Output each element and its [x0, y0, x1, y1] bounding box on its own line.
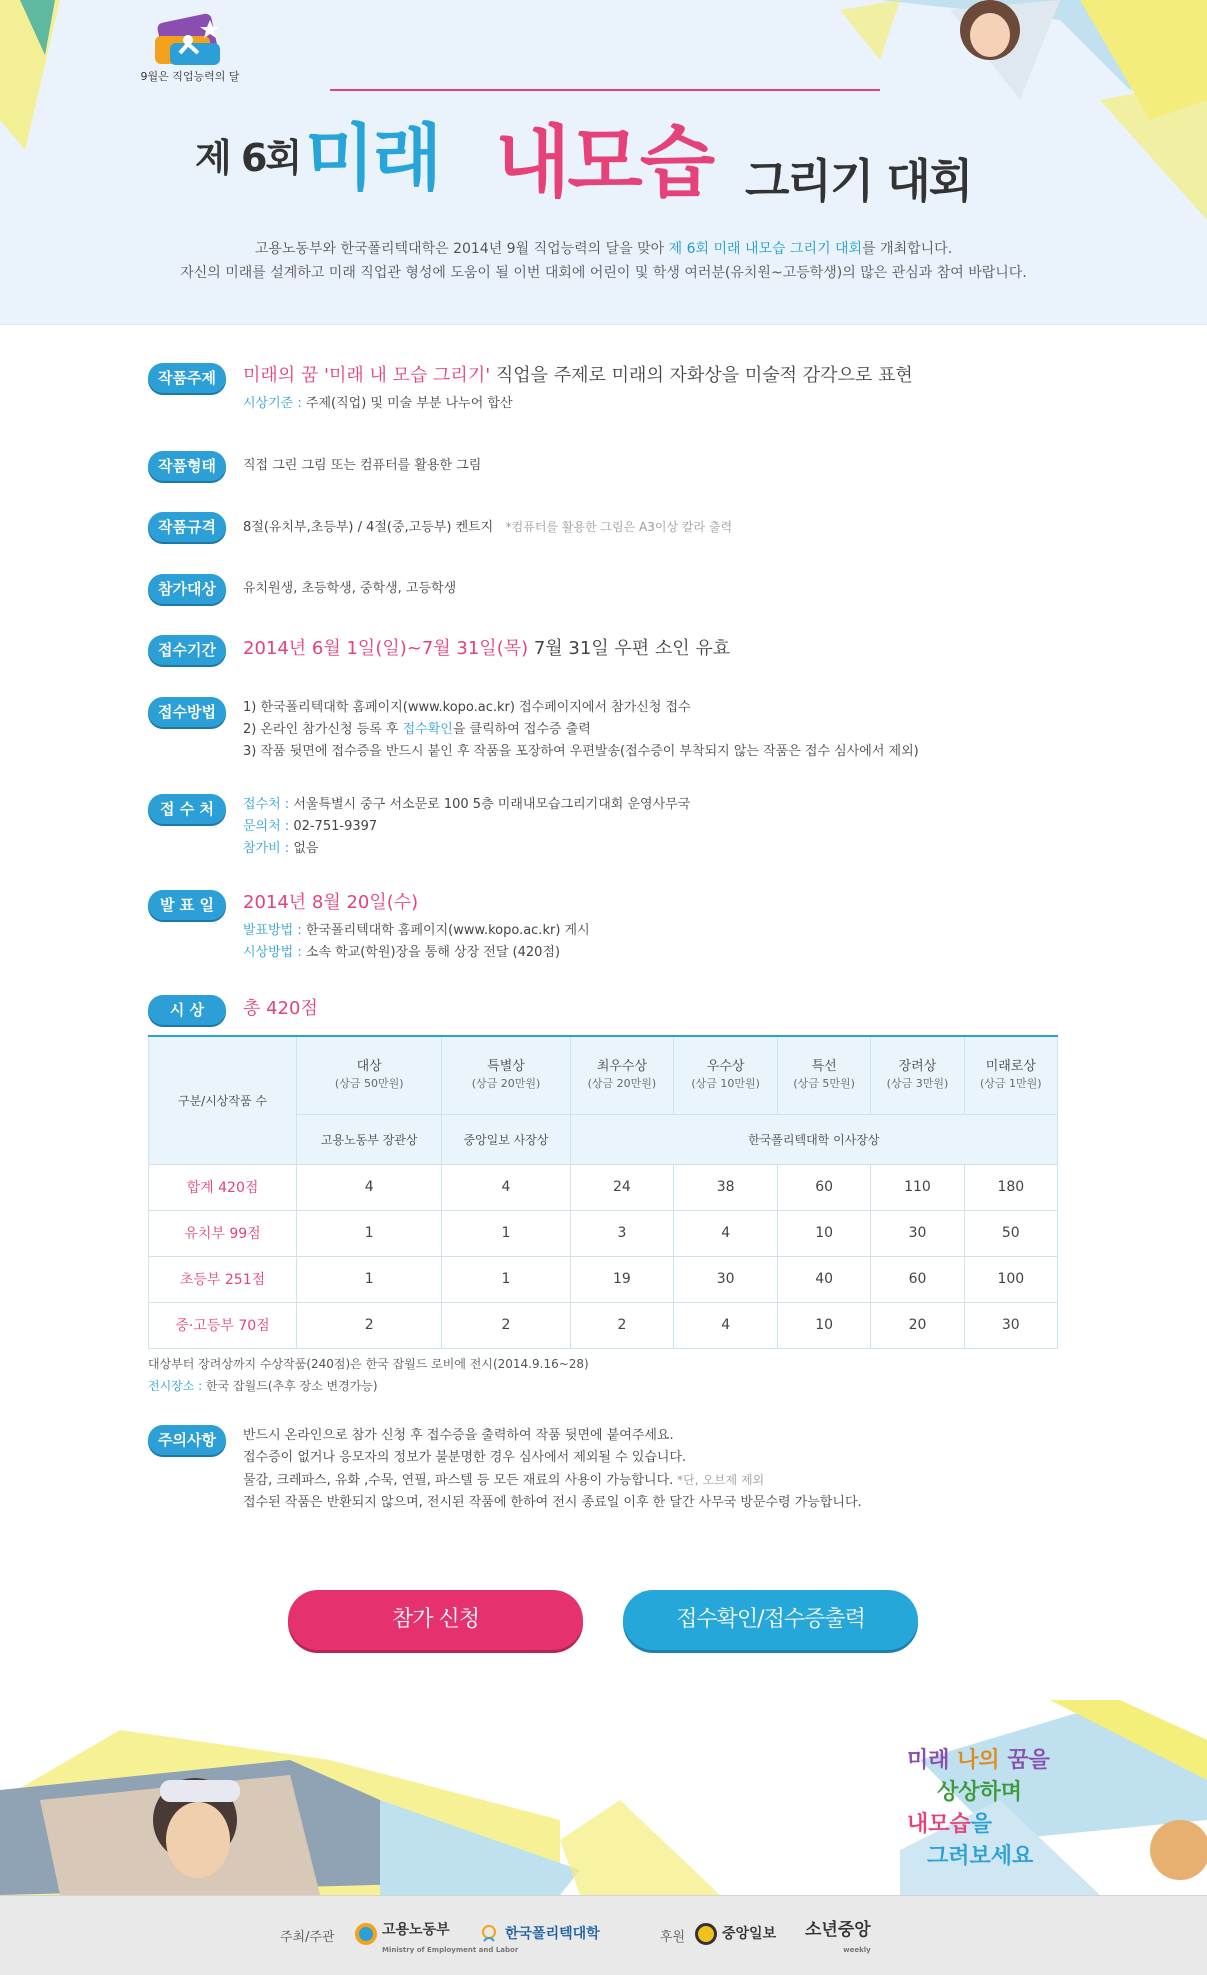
table-cell: 2	[297, 1302, 442, 1348]
tag-announce: 발 표 일	[148, 890, 226, 920]
table-cell: 10	[778, 1302, 871, 1348]
section-prize	[148, 995, 1068, 1025]
section-announce	[148, 890, 1068, 970]
col-name: 최우수상	[596, 1059, 648, 1075]
office-addr: 서울특별시 중구 서소문로 100 5층 미래내모습그리기대회 운영사무국	[293, 797, 691, 812]
size-note: *컴퓨터를 활용한 그림은 A3이상 칼라 출력	[505, 520, 733, 534]
table-cell: 40	[778, 1256, 871, 1302]
title-part3: 그리기 대회	[745, 154, 972, 208]
section-method	[148, 697, 1068, 767]
tag-period: 접수기간	[148, 635, 226, 665]
joongang-logo[interactable]	[695, 1918, 776, 1950]
announce-date: 2014년 8월 20일(수)	[243, 892, 419, 913]
announce-how-label: 발표방법 :	[243, 923, 306, 938]
col-name: 미래로상	[985, 1059, 1036, 1075]
col-sub: (상금 20만원)	[471, 1077, 541, 1091]
intro-text	[0, 237, 1207, 285]
table-cell: 4	[442, 1164, 570, 1210]
table-cell: 50	[964, 1210, 1057, 1256]
col-header	[674, 1036, 778, 1114]
joongang-logo-icon	[695, 1923, 717, 1945]
table-cell: 180	[964, 1164, 1057, 1210]
section-theme	[148, 363, 1068, 423]
period-date: 2014년 6월 1일(일)~7월 31일(목)	[243, 638, 529, 659]
col-sub: (상금 10만원)	[691, 1077, 760, 1091]
sponsor-cell: 한국폴리텍대학 이사장상	[570, 1114, 1057, 1164]
caution-line4: 접수된 작품은 반환되지 않으며, 전시된 작품에 한하여 전시 종료일 이후 한 달간 사무국 방문수령 가능합니다.	[243, 1495, 862, 1510]
slogan-word: 꿈을	[1007, 1748, 1050, 1773]
office-tel-label: 문의처 :	[243, 819, 294, 834]
row-label: 초등부 251점	[149, 1256, 297, 1302]
col-name: 대상	[356, 1059, 382, 1075]
table-row	[149, 1210, 1058, 1256]
col-name: 특별상	[487, 1059, 525, 1075]
sponsor-cell: 중앙일보 사장상	[442, 1114, 570, 1164]
table-cell: 1	[297, 1256, 442, 1302]
table-cell: 19	[570, 1256, 674, 1302]
moel-logo-icon	[355, 1923, 377, 1945]
method-line2-hl: 접수확인	[402, 722, 453, 737]
table-cell: 10	[778, 1210, 871, 1256]
tag-prize: 시 상	[148, 995, 226, 1025]
table-cell: 1	[442, 1210, 570, 1256]
support-label: 후원	[660, 1930, 686, 1945]
table-cell: 2	[442, 1302, 570, 1348]
theme-sub-label: 시상기준 :	[243, 396, 306, 411]
col-header	[297, 1036, 442, 1114]
col-header	[442, 1036, 570, 1114]
table-cell: 4	[297, 1164, 442, 1210]
footer	[0, 1895, 1207, 1975]
row-label: 합계 420점	[149, 1164, 297, 1210]
office-fee: 없음	[293, 841, 319, 856]
col-sub: (상금 20만원)	[587, 1077, 657, 1091]
table-cell: 60	[871, 1256, 964, 1302]
host-label: 주최/주관	[280, 1930, 335, 1945]
slogan-word: 나의	[957, 1748, 1008, 1773]
table-row	[149, 1164, 1058, 1210]
slogan-line4: 그려보세요	[927, 1844, 1034, 1869]
table-cell: 4	[674, 1210, 778, 1256]
page-title	[0, 95, 1207, 215]
table-cell: 20	[871, 1302, 964, 1348]
intro-line2: 자신의 미래를 설계하고 미래 직업관 형성에 도움이 될 이번 대회에 어린이 및 학생 여러분(유치원~고등학생)의 많은 관심과 참여 바랍니다.	[180, 265, 1027, 281]
table-cell: 30	[964, 1302, 1057, 1348]
slogan	[907, 1745, 1077, 1873]
table-cell: 3	[570, 1210, 674, 1256]
title-ordinal: 제 6회	[195, 136, 301, 180]
col-sub: (상금 3만원)	[886, 1077, 949, 1091]
section-size	[148, 512, 1068, 542]
polytech-logo[interactable]	[478, 1918, 600, 1950]
receipt-check-button[interactable]: 접수확인/접수증출력	[623, 1590, 918, 1650]
announce-award-label: 시상방법 :	[243, 945, 306, 960]
badge-caption: 9월은 직업능력의 달	[140, 70, 240, 83]
theme-sub-text: 주제(직업) 및 미술 부분 나누어 합산	[305, 396, 513, 411]
target-text: 유치원생, 초등학생, 중학생, 고등학생	[243, 581, 457, 596]
theme-main-rest: 직업을 주제로 미래의 자화상을 미술적 감각으로 표현	[490, 365, 913, 386]
tag-size: 작품규격	[148, 512, 226, 542]
sponsor-cell: 고용노동부 장관상	[297, 1114, 442, 1164]
intro-line1-b: 를 개최합니다.	[862, 241, 953, 257]
exhibition-place: 한국 잡월드(추후 장소 변경가능)	[206, 1379, 378, 1393]
col-header	[570, 1036, 674, 1114]
section-period	[148, 635, 1068, 665]
table-cell: 2	[570, 1302, 674, 1348]
polytech-name: 한국폴리텍대학	[505, 1926, 600, 1942]
announce-award: 소속 학교(학원)장을 통해 상장 전달 (420점)	[305, 945, 561, 960]
tag-caution: 주의사항	[148, 1425, 226, 1455]
caution-line1: 반드시 온라인으로 참가 신청 후 접수증을 출력하여 작품 뒷면에 붙여주세요.	[243, 1428, 674, 1443]
office-addr-label: 접수처 :	[243, 797, 294, 812]
table-cell: 60	[778, 1164, 871, 1210]
table-row	[149, 1302, 1058, 1348]
col-name: 특선	[811, 1059, 837, 1075]
col-name: 장려상	[898, 1059, 937, 1075]
row-label: 중·고등부 70점	[149, 1302, 297, 1348]
period-note: 7월 31일 우편 소인 유효	[528, 638, 731, 659]
theme-main-pink: 미래의 꿈 '미래 내 모습 그리기'	[243, 365, 491, 386]
table-cell: 30	[674, 1256, 778, 1302]
header-banner	[0, 0, 1207, 325]
table-cell: 4	[674, 1302, 778, 1348]
tag-method: 접수방법	[148, 697, 226, 727]
method-line2-b: 을 클릭하여 접수증 출력	[452, 722, 591, 737]
table-row	[149, 1256, 1058, 1302]
col-sub: (상금 50만원)	[334, 1077, 404, 1091]
method-line1: 1) 한국폴리텍대학 홈페이지(www.kopo.ac.kr) 접수페이지에서 참가신청 접수	[243, 700, 691, 715]
sonyeon-sub: weekly	[843, 1946, 871, 1954]
slogan-word: 내모습	[907, 1812, 971, 1837]
intro-highlight: 제 6회 미래 내모습 그리기 대회	[668, 241, 863, 257]
moel-sub: Ministry of Employment and Labor	[382, 1946, 519, 1954]
exhibition-line1: 대상부터 장려상까지 수상작품(240점)은 한국 잡월드 로비에 전시(2014.9.16~28)	[148, 1357, 589, 1371]
section-target	[148, 574, 1068, 604]
col-header	[964, 1036, 1057, 1114]
method-line3: 3) 작품 뒷면에 접수증을 반드시 붙인 후 작품을 포장하여 우편발송(접수증이 부착되지 않는 작품은 접수 심사에서 제외)	[243, 744, 919, 759]
slogan-word: 미래	[907, 1748, 958, 1773]
table-corner: 구분/시상작품 수	[149, 1036, 297, 1164]
tag-office: 접 수 처	[148, 794, 226, 824]
section-office	[148, 794, 1068, 864]
table-cell: 100	[964, 1256, 1057, 1302]
announce-how: 한국폴리텍대학 홈페이지(www.kopo.ac.kr) 게시	[305, 923, 590, 938]
moel-name: 고용노동부	[382, 1922, 450, 1938]
office-tel: 02-751-9397	[293, 819, 378, 834]
exhibition-note	[148, 1353, 589, 1397]
method-line2-a: 2) 온라인 참가신청 등록 후	[243, 722, 403, 737]
sonyeon-name: 소년중앙	[805, 1920, 871, 1940]
sonyeon-logo[interactable]	[805, 1918, 871, 1954]
table-cell: 1	[442, 1256, 570, 1302]
section-form	[148, 451, 1068, 481]
tag-theme: 작품주제	[148, 363, 226, 393]
prize-table	[148, 1035, 1058, 1349]
section-caution	[148, 1425, 1068, 1515]
tag-form: 작품형태	[148, 451, 226, 481]
size-text: 8절(유치부,초등부) / 4절(중,고등부) 켄트지	[243, 520, 494, 535]
slogan-line2: 상상하며	[937, 1780, 1023, 1805]
col-name: 우수상	[706, 1059, 745, 1075]
apply-button[interactable]: 참가 신청	[288, 1590, 583, 1650]
title-part2: 내모습	[495, 118, 713, 208]
exhibition-label: 전시장소 :	[148, 1379, 207, 1393]
polytech-logo-icon	[478, 1923, 500, 1945]
office-fee-label: 참가비 :	[243, 841, 294, 856]
col-header	[778, 1036, 871, 1114]
form-text: 직접 그린 그림 또는 컴퓨터를 활용한 그림	[243, 458, 482, 473]
col-sub: (상금 5만원)	[793, 1077, 855, 1091]
prize-total: 총 420점	[243, 998, 318, 1019]
table-cell: 38	[674, 1164, 778, 1210]
caution-line2: 접수증이 없거나 응모자의 정보가 불분명한 경우 심사에서 제외될 수 있습니다.	[243, 1450, 687, 1465]
joongang-name: 중앙일보	[722, 1926, 777, 1942]
row-label: 유치부 99점	[149, 1210, 297, 1256]
caution-line3: 물감, 크레파스, 유화 ,수묵, 연필, 파스텔 등 모든 재료의 사용이 가능합니다.	[243, 1473, 674, 1488]
tag-target: 참가대상	[148, 574, 226, 604]
table-cell: 24	[570, 1164, 674, 1210]
col-sub: (상금 1만원)	[980, 1077, 1042, 1091]
intro-line1-a: 고용노동부와 한국폴리텍대학은 2014년 9월 직업능력의 달을 맞아	[254, 241, 669, 257]
table-cell: 110	[871, 1164, 964, 1210]
caution-line3-note: *단, 오브제 제외	[673, 1473, 765, 1487]
title-part1: 미래	[305, 116, 441, 200]
slogan-word: 을	[970, 1812, 993, 1837]
table-cell: 1	[297, 1210, 442, 1256]
col-header	[871, 1036, 964, 1114]
table-cell: 30	[871, 1210, 964, 1256]
